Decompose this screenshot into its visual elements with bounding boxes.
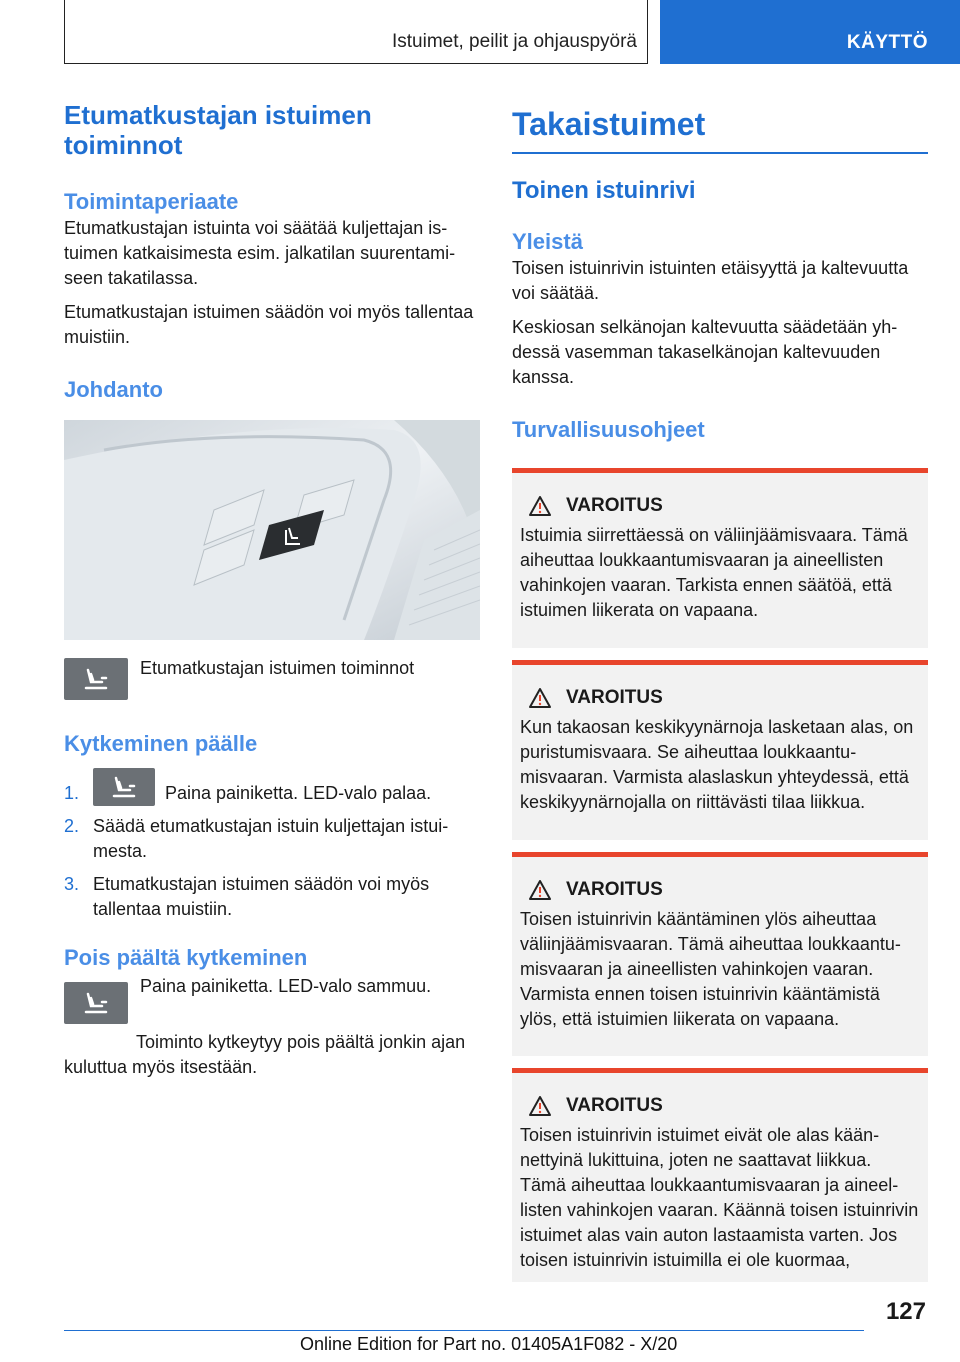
warning-title — [528, 687, 920, 709]
chapter-title: Takaistuimet — [512, 104, 928, 154]
photo-caption-text: Etumatkustajan istuimen toiminnot — [140, 658, 415, 678]
list-item — [64, 814, 480, 864]
photo-caption — [64, 658, 480, 700]
safety-heading: Turvallisuusohjeet — [512, 417, 705, 442]
warning-title — [528, 1095, 920, 1117]
seat-button-icon — [93, 768, 155, 806]
footer-edition: Online Edition for Part no. 01405A1F082 - X/20 — [300, 1334, 678, 1354]
step-text: Paina painiketta. LED-valo palaa. — [165, 783, 432, 803]
warning-label: VAROITUS — [566, 1095, 663, 1116]
step-number: 2. — [64, 816, 80, 836]
step-text: Etumatkustajan istuimen säädön voi myös tallentaa muistiin. — [93, 874, 430, 919]
footer-divider — [64, 1330, 864, 1331]
general-text-1: Toisen istuinrivin istuinten etäisyyttä ja kaltevuutta voi säätää. — [512, 258, 909, 303]
intro-heading: Johdanto — [64, 377, 163, 402]
switch-off-heading: Pois päältä kytkeminen — [64, 945, 308, 970]
door-panel-illustration — [64, 420, 480, 640]
warning-label: VAROITUS — [566, 879, 663, 900]
warning-triangle-icon — [528, 687, 552, 709]
page-number: 127 — [885, 1298, 926, 1325]
switch-off-text-2-content: Toiminto kytkeytyy pois päältä jonkin ajan kuluttua myös itsestään. — [64, 1032, 466, 1077]
warning-title — [528, 879, 920, 901]
section-title: Etumatkustajan istuimen toiminnot — [64, 100, 372, 160]
header-chapter-title: KÄYTTÖ — [846, 32, 928, 53]
door-panel-photo — [64, 420, 480, 640]
seat-button-icon — [64, 658, 128, 700]
warning-triangle-icon — [528, 495, 552, 517]
warning-box — [512, 468, 928, 648]
switch-on-heading: Kytkeminen päälle — [64, 731, 258, 756]
warning-box — [512, 660, 928, 840]
warning-triangle-icon — [528, 879, 552, 901]
step-text: Säädä etumatkustajan istuin kuljettajan istuimesta. — [93, 816, 449, 861]
header-chapter[interactable] — [660, 0, 960, 64]
principle-text-2: Etumatkustajan istuimen säädön voi myös tallentaa muistiin. — [64, 302, 474, 347]
right-column — [512, 100, 928, 1282]
switch-off-text-1: Paina painiketta. LED-valo sammuu. — [140, 976, 432, 996]
switch-off-text-2 — [64, 1030, 480, 1080]
seat-button-icon — [64, 982, 128, 1024]
warning-label: VAROITUS — [566, 495, 663, 516]
warning-label: VAROITUS — [566, 687, 663, 708]
warning-text: Kun takaosan keskikyynärnoja lasketaan alas, on puristumisvaara. Se aiheuttaa loukkaantumisvaaran. Varmista alaslaskun yhteydessä, että keskikyynärnojalla on riittävästi tilaa liikkua. — [520, 717, 914, 812]
warning-triangle-icon — [528, 1095, 552, 1117]
warning-title — [528, 495, 920, 517]
list-item — [64, 768, 480, 806]
general-text-2: Keskiosan selkänojan kaltevuutta säädetään yhdessä vasemman takaselkänojan kaltevuuden kanssa. — [512, 317, 898, 387]
warning-box — [512, 1068, 928, 1282]
list-item — [64, 872, 480, 922]
warning-text: Istuimia siirrettäessä on väliinjäämisvaara. Tämä aiheuttaa loukkaantumisvaaran ja aineellisten vahinkojen vaaran. Tarkista ennen säätöä, että istuimen liikerata on vapaana. — [520, 525, 908, 620]
step-number: 1. — [64, 783, 80, 803]
left-column — [64, 100, 480, 1080]
general-heading: Yleistä — [512, 229, 583, 254]
warning-text: Toisen istuinrivin istuimet eivät ole alas käännettyinä lukittuina, joten ne saattavat liikkua. Tämä aiheuttaa loukkaantumisvaaran ja aineellisten vahinkojen vaaran. Käännä toisen istuinrivin istuimet alas vain auton lastaamista varten. Jos toisen istuinrivin istuimilla ei ole kuormaa, — [520, 1125, 919, 1270]
principle-heading: Toimintaperiaate — [64, 189, 239, 214]
header-section-title: Istuimet, peilit ja ohjauspyörä — [391, 31, 637, 52]
header-section — [64, 0, 648, 64]
warning-text: Toisen istuinrivin kääntäminen ylös aiheuttaa väliinjäämisvaaran. Tämä aiheuttaa loukkaantumisvaaran ja aineellisten vahinkojen vaaran. Varmista ennen toisen istuinrivin kääntämistä ylös, että istuimien liikerata on vapaana. — [520, 909, 901, 1029]
subsection-title: Toinen istuinrivi — [512, 177, 696, 204]
warning-box — [512, 852, 928, 1056]
step-number: 3. — [64, 874, 80, 894]
principle-text-1: Etumatkustajan istuinta voi säätää kuljettajan istuimen katkaisimesta esim. jalkatilan suurentamiseen takatilassa. — [64, 218, 456, 288]
switch-on-steps — [64, 768, 480, 922]
